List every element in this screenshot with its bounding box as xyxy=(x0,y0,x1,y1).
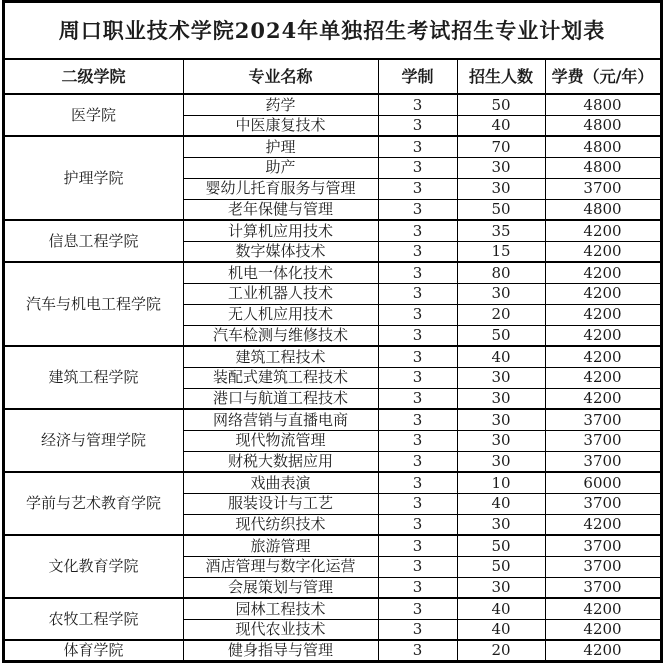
major-name-cell: 戏曲表演 xyxy=(183,472,378,493)
study-years-cell: 3 xyxy=(378,619,457,640)
study-years-cell: 3 xyxy=(378,241,457,262)
enrollment-count-cell: 50 xyxy=(457,199,545,220)
enrollment-count-cell: 80 xyxy=(457,262,545,283)
major-name-cell: 计算机应用技术 xyxy=(183,220,378,241)
tuition-cell: 4200 xyxy=(545,619,661,640)
column-header-0: 二级学院 xyxy=(3,59,183,94)
table-row xyxy=(3,220,661,241)
study-years-cell: 3 xyxy=(378,409,457,430)
tuition-cell: 4200 xyxy=(545,514,661,535)
college-cell: 建筑工程学院 xyxy=(3,346,183,409)
enrollment-count-cell: 70 xyxy=(457,136,545,157)
major-name-cell: 酒店管理与数字化运营 xyxy=(183,556,378,577)
tuition-cell: 4200 xyxy=(545,325,661,346)
study-years-cell: 3 xyxy=(378,598,457,619)
major-name-cell: 会展策划与管理 xyxy=(183,577,378,598)
table-body xyxy=(3,94,661,661)
title-row xyxy=(3,2,661,60)
enrollment-count-cell: 30 xyxy=(457,514,545,535)
enrollment-count-cell: 30 xyxy=(457,451,545,472)
column-header-2: 学制 xyxy=(378,59,457,94)
study-years-cell: 3 xyxy=(378,157,457,178)
tuition-cell: 3700 xyxy=(545,451,661,472)
tuition-cell: 3700 xyxy=(545,556,661,577)
study-years-cell: 3 xyxy=(378,283,457,304)
enrollment-count-cell: 30 xyxy=(457,409,545,430)
study-years-cell: 3 xyxy=(378,493,457,514)
tuition-cell: 4200 xyxy=(545,640,661,661)
tuition-cell: 4800 xyxy=(545,115,661,136)
enrollment-count-cell: 10 xyxy=(457,472,545,493)
table-row xyxy=(3,136,661,157)
major-name-cell: 老年保健与管理 xyxy=(183,199,378,220)
college-cell: 护理学院 xyxy=(3,136,183,220)
study-years-cell: 3 xyxy=(378,94,457,115)
major-name-cell: 婴幼儿托育服务与管理 xyxy=(183,178,378,199)
major-name-cell: 现代农业技术 xyxy=(183,619,378,640)
major-name-cell: 旅游管理 xyxy=(183,535,378,556)
major-name-cell: 数字媒体技术 xyxy=(183,241,378,262)
enrollment-count-cell: 40 xyxy=(457,493,545,514)
table-row xyxy=(3,409,661,430)
table-row xyxy=(3,535,661,556)
enrollment-count-cell: 40 xyxy=(457,619,545,640)
tuition-cell: 3700 xyxy=(545,535,661,556)
enrollment-count-cell: 30 xyxy=(457,157,545,178)
table-header-row xyxy=(3,59,661,94)
tuition-cell: 4200 xyxy=(545,388,661,409)
major-name-cell: 服装设计与工艺 xyxy=(183,493,378,514)
enrollment-count-cell: 50 xyxy=(457,535,545,556)
tuition-cell: 4800 xyxy=(545,199,661,220)
college-cell: 体育学院 xyxy=(3,640,183,661)
enrollment-count-cell: 40 xyxy=(457,115,545,136)
tuition-cell: 4200 xyxy=(545,283,661,304)
major-name-cell: 健身指导与管理 xyxy=(183,640,378,661)
study-years-cell: 3 xyxy=(378,220,457,241)
major-name-cell: 现代纺织技术 xyxy=(183,514,378,535)
table-row xyxy=(3,94,661,115)
tuition-cell: 3700 xyxy=(545,577,661,598)
major-name-cell: 无人机应用技术 xyxy=(183,304,378,325)
study-years-cell: 3 xyxy=(378,325,457,346)
study-years-cell: 3 xyxy=(378,430,457,451)
major-name-cell: 汽车检测与维修技术 xyxy=(183,325,378,346)
enrollment-count-cell: 40 xyxy=(457,346,545,367)
major-name-cell: 机电一体化技术 xyxy=(183,262,378,283)
tuition-cell: 4200 xyxy=(545,220,661,241)
study-years-cell: 3 xyxy=(378,178,457,199)
page-title: 周口职业技术学院2024年单独招生考试招生专业计划表 xyxy=(3,2,661,60)
study-years-cell: 3 xyxy=(378,115,457,136)
study-years-cell: 3 xyxy=(378,304,457,325)
enrollment-count-cell: 30 xyxy=(457,577,545,598)
tuition-cell: 4200 xyxy=(545,304,661,325)
table-row xyxy=(3,472,661,493)
tuition-cell: 4200 xyxy=(545,241,661,262)
study-years-cell: 3 xyxy=(378,346,457,367)
enrollment-count-cell: 30 xyxy=(457,388,545,409)
major-name-cell: 港口与航道工程技术 xyxy=(183,388,378,409)
study-years-cell: 3 xyxy=(378,472,457,493)
enrollment-plan-table xyxy=(2,0,663,663)
study-years-cell: 3 xyxy=(378,367,457,388)
enrollment-count-cell: 20 xyxy=(457,640,545,661)
major-name-cell: 助产 xyxy=(183,157,378,178)
tuition-cell: 4200 xyxy=(545,346,661,367)
enrollment-count-cell: 30 xyxy=(457,178,545,199)
major-name-cell: 园林工程技术 xyxy=(183,598,378,619)
major-name-cell: 中医康复技术 xyxy=(183,115,378,136)
enrollment-count-cell: 50 xyxy=(457,556,545,577)
major-name-cell: 装配式建筑工程技术 xyxy=(183,367,378,388)
table-row xyxy=(3,598,661,619)
tuition-cell: 3700 xyxy=(545,409,661,430)
college-cell: 农牧工程学院 xyxy=(3,598,183,640)
table-row xyxy=(3,640,661,661)
study-years-cell: 3 xyxy=(378,451,457,472)
major-name-cell: 建筑工程技术 xyxy=(183,346,378,367)
enrollment-count-cell: 30 xyxy=(457,367,545,388)
major-name-cell: 药学 xyxy=(183,94,378,115)
college-cell: 经济与管理学院 xyxy=(3,409,183,472)
study-years-cell: 3 xyxy=(378,577,457,598)
enrollment-count-cell: 50 xyxy=(457,325,545,346)
enrollment-count-cell: 30 xyxy=(457,283,545,304)
major-name-cell: 现代物流管理 xyxy=(183,430,378,451)
column-header-1: 专业名称 xyxy=(183,59,378,94)
major-name-cell: 网络营销与直播电商 xyxy=(183,409,378,430)
study-years-cell: 3 xyxy=(378,199,457,220)
column-header-3: 招生人数 xyxy=(457,59,545,94)
enrollment-count-cell: 30 xyxy=(457,430,545,451)
college-cell: 文化教育学院 xyxy=(3,535,183,598)
college-cell: 汽车与机电工程学院 xyxy=(3,262,183,346)
tuition-cell: 4800 xyxy=(545,94,661,115)
tuition-cell: 3700 xyxy=(545,430,661,451)
tuition-cell: 4200 xyxy=(545,367,661,388)
enrollment-count-cell: 20 xyxy=(457,304,545,325)
enrollment-count-cell: 50 xyxy=(457,94,545,115)
tuition-cell: 4200 xyxy=(545,262,661,283)
study-years-cell: 3 xyxy=(378,262,457,283)
tuition-cell: 3700 xyxy=(545,178,661,199)
enrollment-count-cell: 35 xyxy=(457,220,545,241)
tuition-cell: 6000 xyxy=(545,472,661,493)
table-row xyxy=(3,346,661,367)
column-header-4: 学费（元/年） xyxy=(545,59,661,94)
college-cell: 信息工程学院 xyxy=(3,220,183,262)
enrollment-count-cell: 15 xyxy=(457,241,545,262)
major-name-cell: 护理 xyxy=(183,136,378,157)
tuition-cell: 4200 xyxy=(545,598,661,619)
tuition-cell: 3700 xyxy=(545,493,661,514)
table-row xyxy=(3,262,661,283)
major-name-cell: 工业机器人技术 xyxy=(183,283,378,304)
study-years-cell: 3 xyxy=(378,535,457,556)
college-cell: 学前与艺术教育学院 xyxy=(3,472,183,535)
study-years-cell: 3 xyxy=(378,388,457,409)
major-name-cell: 财税大数据应用 xyxy=(183,451,378,472)
study-years-cell: 3 xyxy=(378,556,457,577)
college-cell: 医学院 xyxy=(3,94,183,136)
tuition-cell: 4800 xyxy=(545,136,661,157)
tuition-cell: 4800 xyxy=(545,157,661,178)
study-years-cell: 3 xyxy=(378,514,457,535)
study-years-cell: 3 xyxy=(378,640,457,661)
study-years-cell: 3 xyxy=(378,136,457,157)
enrollment-count-cell: 40 xyxy=(457,598,545,619)
